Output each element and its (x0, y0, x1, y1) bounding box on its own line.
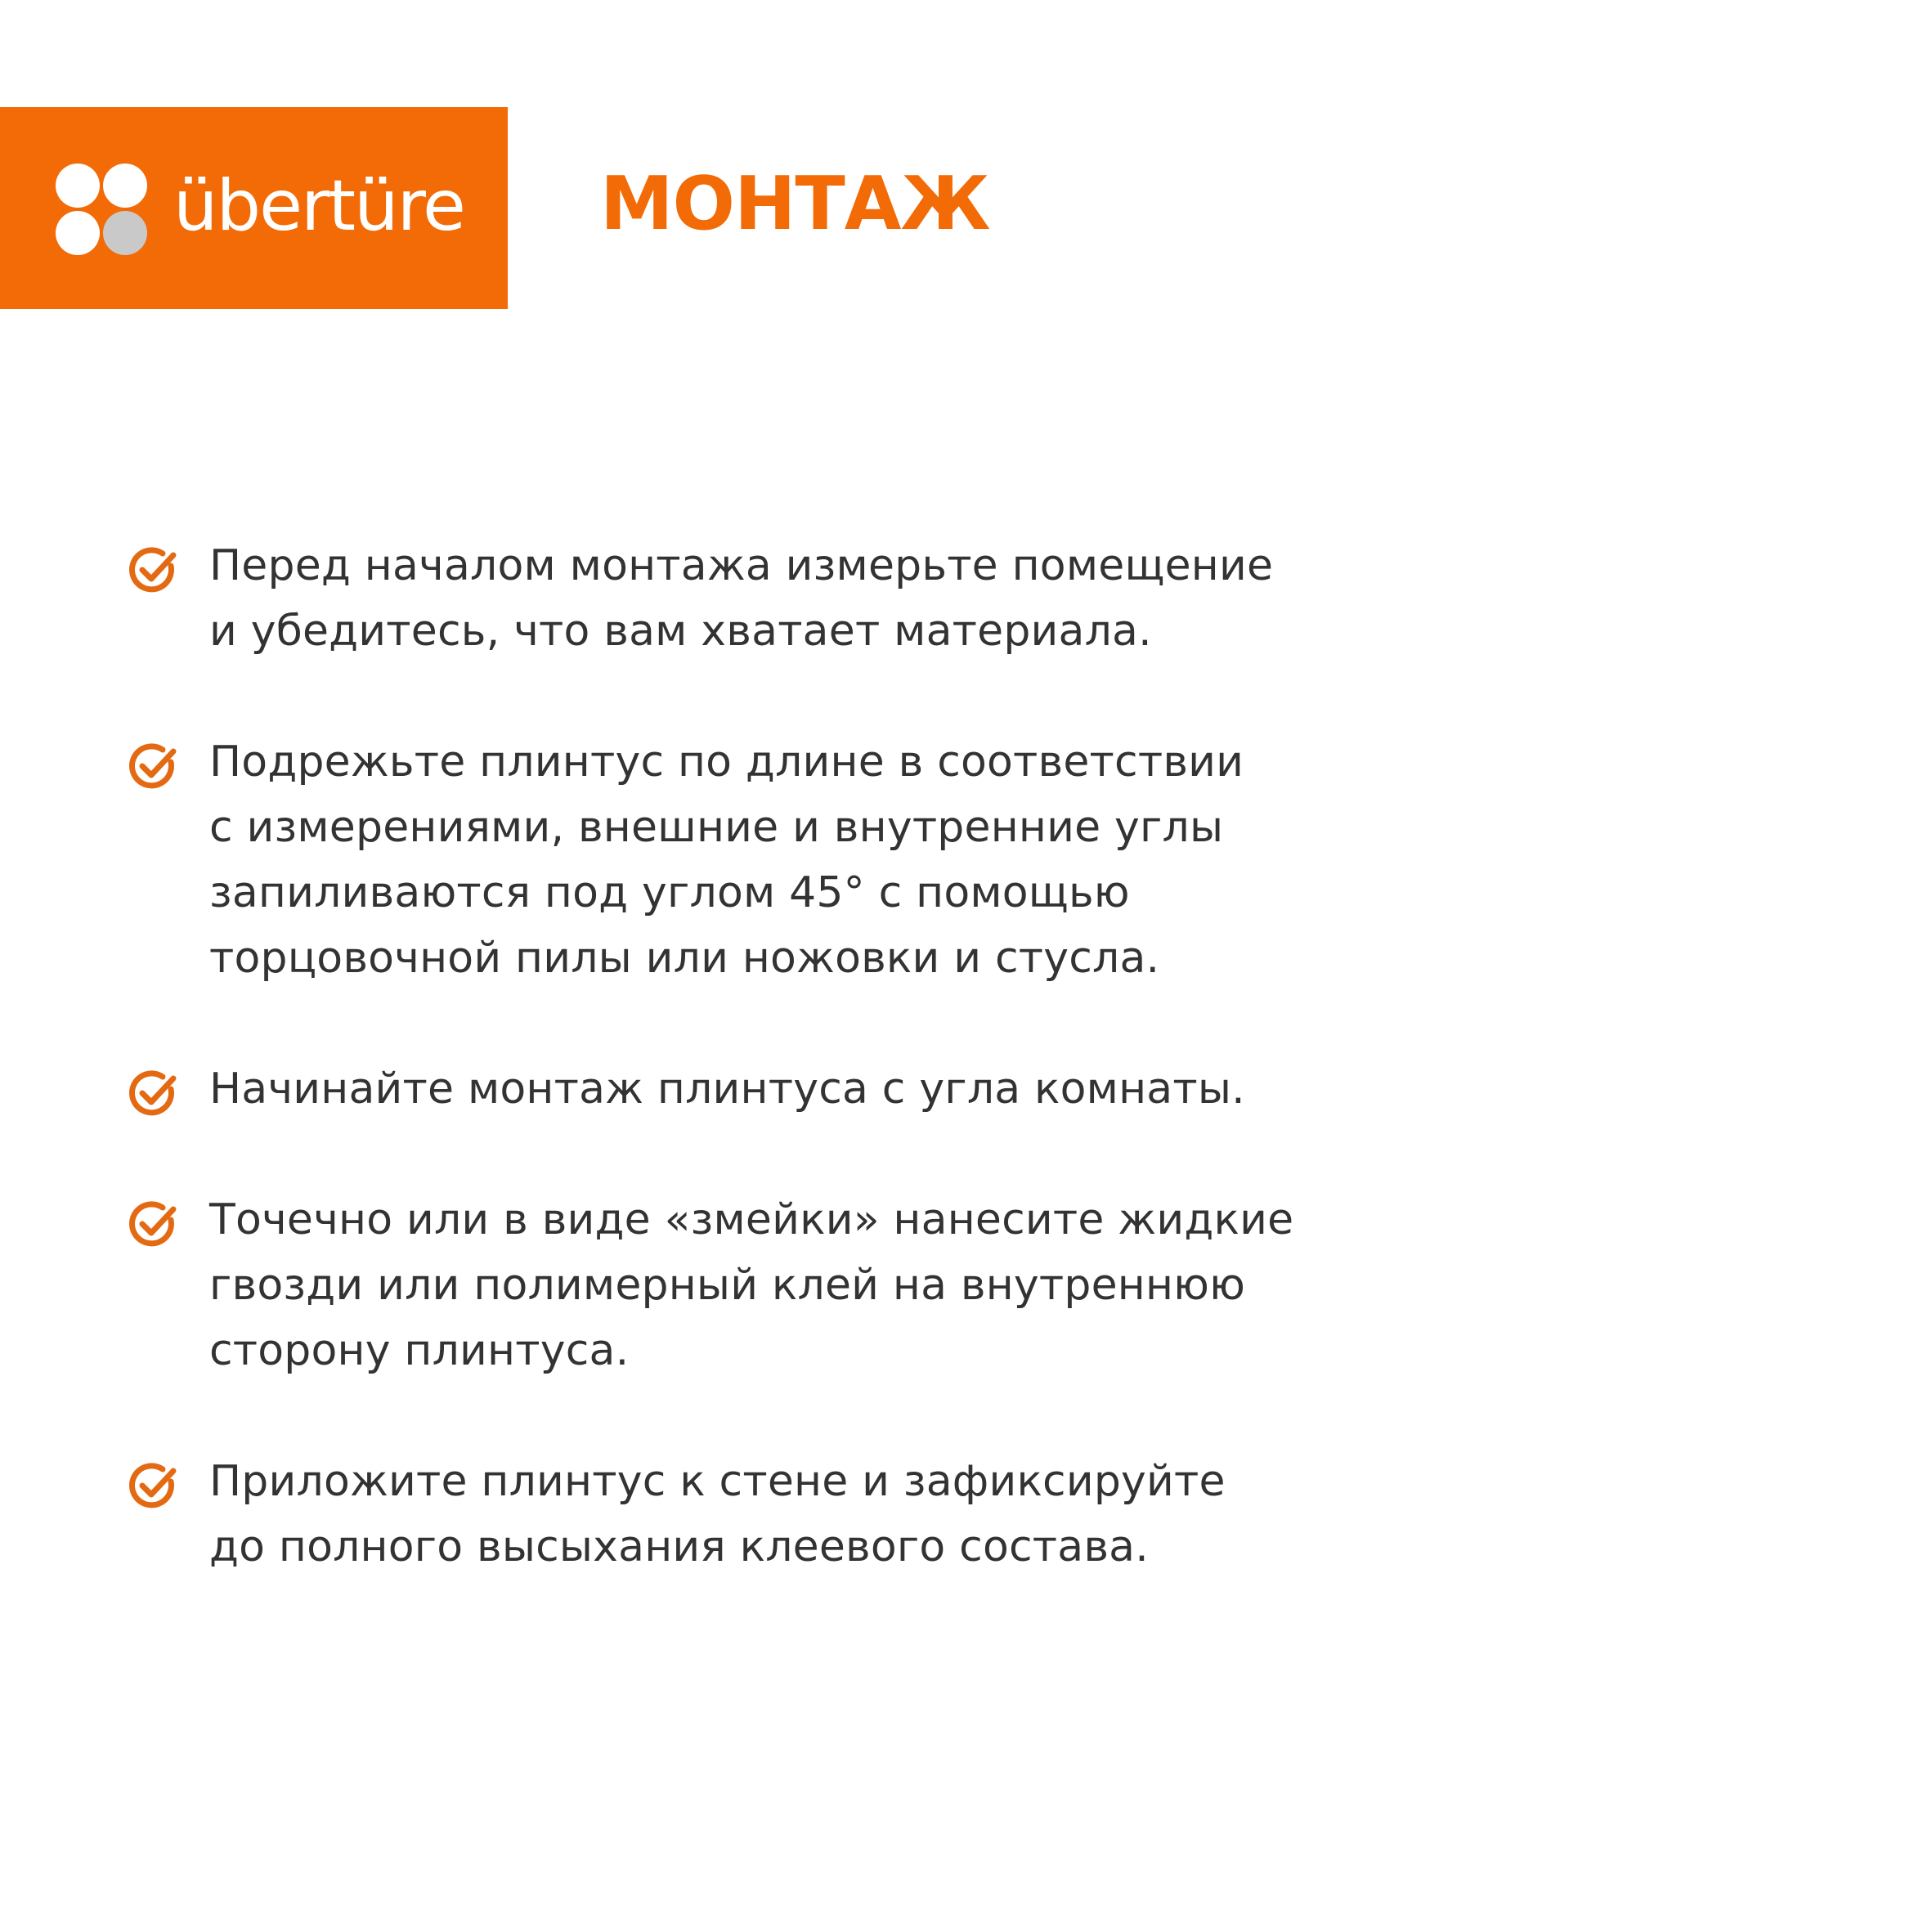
check-circle-icon (127, 1460, 179, 1513)
check-circle-icon (127, 741, 179, 793)
step-text: Подрежьте плинтус по длине в соответствии с измерениями, внешние и внутренние углы запиливаются под углом 45° с помощью торцовочной пилы или ножовки и стусла. (209, 737, 1244, 983)
brand-name: übertüre (173, 165, 464, 247)
check-circle-icon (127, 545, 179, 597)
step-text: Начинайте монтаж плинтуса с угла комнаты. (209, 1065, 1245, 1114)
step-text: Точечно или в виде «змейки» нанесите жидкие гвозди или полимерный клей на внутреннюю сторону плинтуса. (209, 1195, 1294, 1375)
page-title: МОНТАЖ (600, 161, 990, 247)
check-circle-icon (127, 1068, 179, 1120)
step-text: Перед началом монтажа измерьте помещение и убедитесь, что вам хватает материала. (209, 541, 1274, 656)
check-circle-icon (127, 1199, 179, 1251)
step-text: Приложите плинтус к стене и зафиксируйте до полного высыхания клеевого состава. (209, 1457, 1226, 1571)
